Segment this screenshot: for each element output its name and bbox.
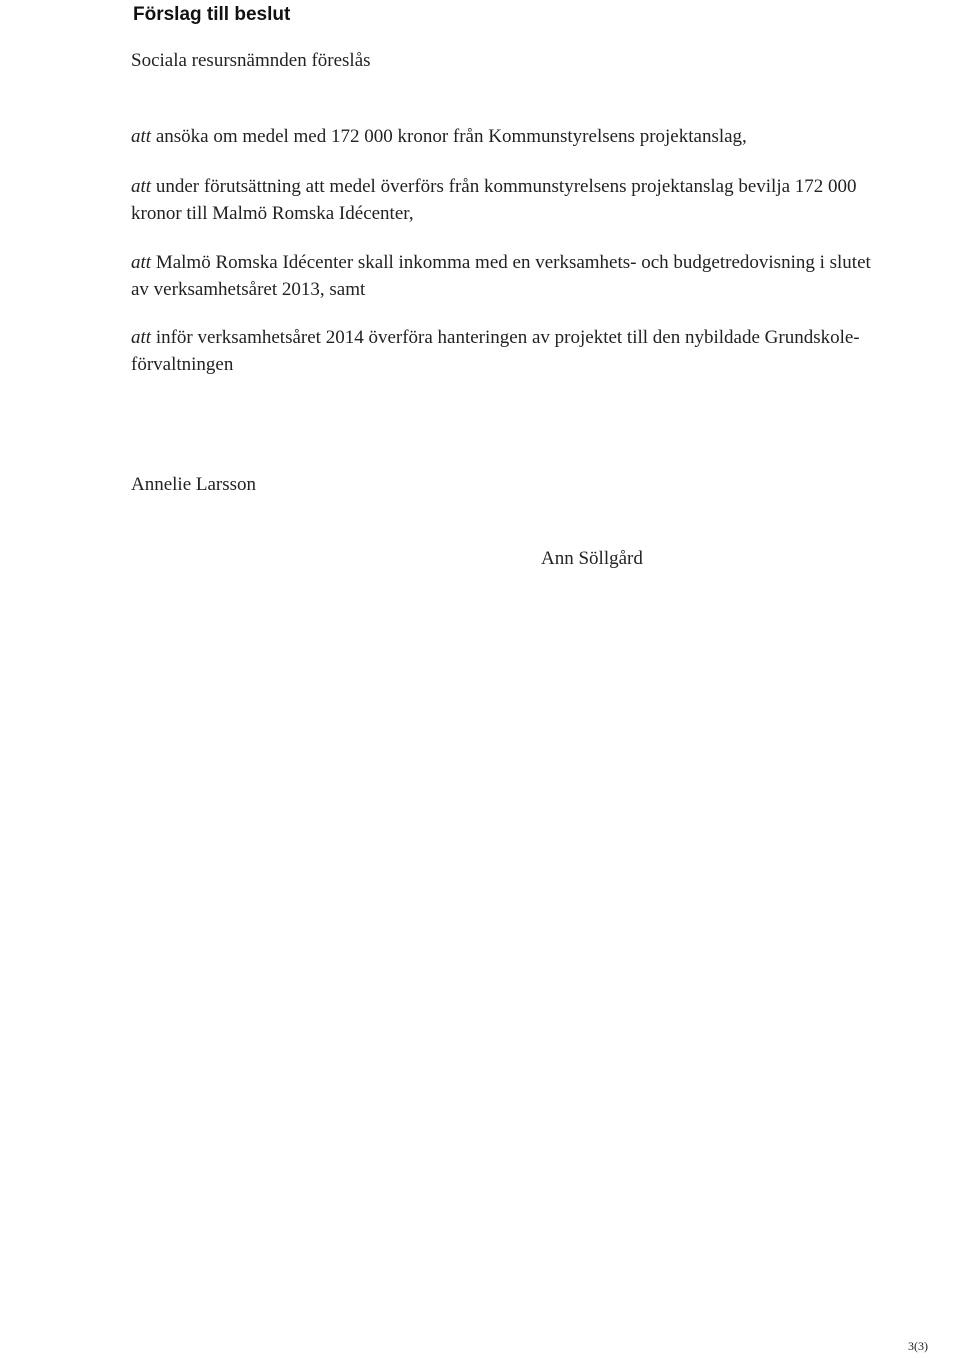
proposal-text: Malmö Romska Idécenter skall inkomma med en verksamhets- och budgetredovisning i slutet [155,252,871,273]
att-prefix: att [131,126,152,147]
att-prefix: att [131,252,152,273]
proposal-4 [131,325,960,378]
signature-second: Ann Söllgård [541,548,643,569]
proposal-1-line-1 [131,124,960,151]
page-number: 3(3) [908,1339,928,1353]
att-prefix: att [131,327,152,348]
intro-text: Sociala resursnämnden föreslås [131,50,371,71]
signature-first: Annelie Larsson [131,474,257,495]
proposal-4-line-1 [131,325,960,352]
proposal-3-line-1 [131,250,960,277]
proposal-3-line-2: av verksamhetsåret 2013, samt [131,278,366,300]
proposal-4-line-2: förvaltningen [131,353,234,375]
proposal-2-line-2: kronor till Malmö Romska Idécenter, [131,202,414,224]
proposal-text: inför verksamhetsåret 2014 överföra hanteringen av projektet till den nybildade Grundskole- [155,327,860,348]
att-prefix: att [131,176,152,197]
proposal-text: ansöka om medel med 172 000 kronor från Kommunstyrelsens projektanslag, [155,126,747,147]
proposal-2 [131,174,960,227]
proposal-1 [131,124,960,151]
proposal-3 [131,250,960,303]
proposal-2-line-1 [131,174,960,201]
section-heading: Förslag till beslut [133,4,291,25]
proposal-text: under förutsättning att medel överförs från kommunstyrelsens projektanslag bevilja 172 000 [155,176,857,197]
